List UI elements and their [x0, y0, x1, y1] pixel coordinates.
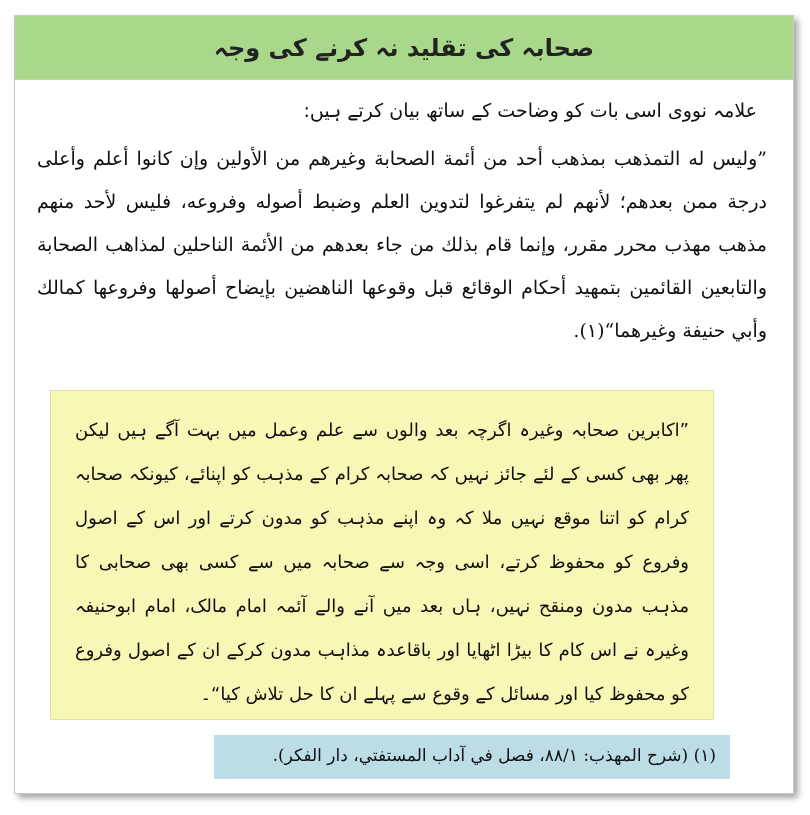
intro-text: علامہ نووی اسی بات کو وضاحت کے ساتھ بیان کرتے ہیں: [303, 100, 757, 122]
footnote: (١) (شرح المهذب: ٨٨/١، فصل في آداب المستفتي، دار الفكر). [214, 735, 730, 779]
title-bar [15, 16, 793, 80]
urdu-translation-box: ”اکابرین صحابہ وغیرہ اگرچہ بعد والوں سے علم وعمل میں بہت آگے ہیں لیکن پھر بھی کسی کے لئے جائز نہیں کہ صحابہ کرام کے مذہب کو اپنائے، کیونکہ صحابہ کرام کو اتنا موقع نہیں ملا کہ وہ اپنے مذہب کو مدون کرتے اور اس کے اصول وفروع کو محفوظ کرتے، اسی وجہ سے صحابہ میں سے کسی بھی صحابی کا مذہب مدون ومنقح نہیں، ہاں بعد میں آنے والے آئمہ امام مالک، امام ابوحنیفہ وغیرہ نے اس کام کا بیڑا اٹھایا اور باقاعدہ مذاہب مدون کرکے ان کے اصول وفروع کو محفوظ کیا اور مسائل کے وقوع سے پہلے ان کا حل تلاش کیا“۔ [50, 390, 714, 720]
arabic-quote: ”وليس له التمذهب بمذهب أحد من أئمة الصحابة وغيرهم من الأولين وإن كانوا أعلم وأعلى درجة ممن بعدهم؛ لأنهم لم يتفرغوا لتدوين العلم وضبط أصوله وفروعه، فليس لأحد منهم مذهب مهذب محرر مقرر، وإنما قام بذلك من جاء بعدهم من الأئمة الناحلين لمذاهب الصحابة والتابعين القائمين بتمهيد أحكام الوقائع قبل وقوعها الناهضين بإيضاح أصولها وفروعها كمالك وأبي حنيفة وغيرهما“(١). [37, 148, 767, 342]
page-title: صحابہ کی تقلید نہ کرنے کی وجہ [213, 33, 595, 62]
